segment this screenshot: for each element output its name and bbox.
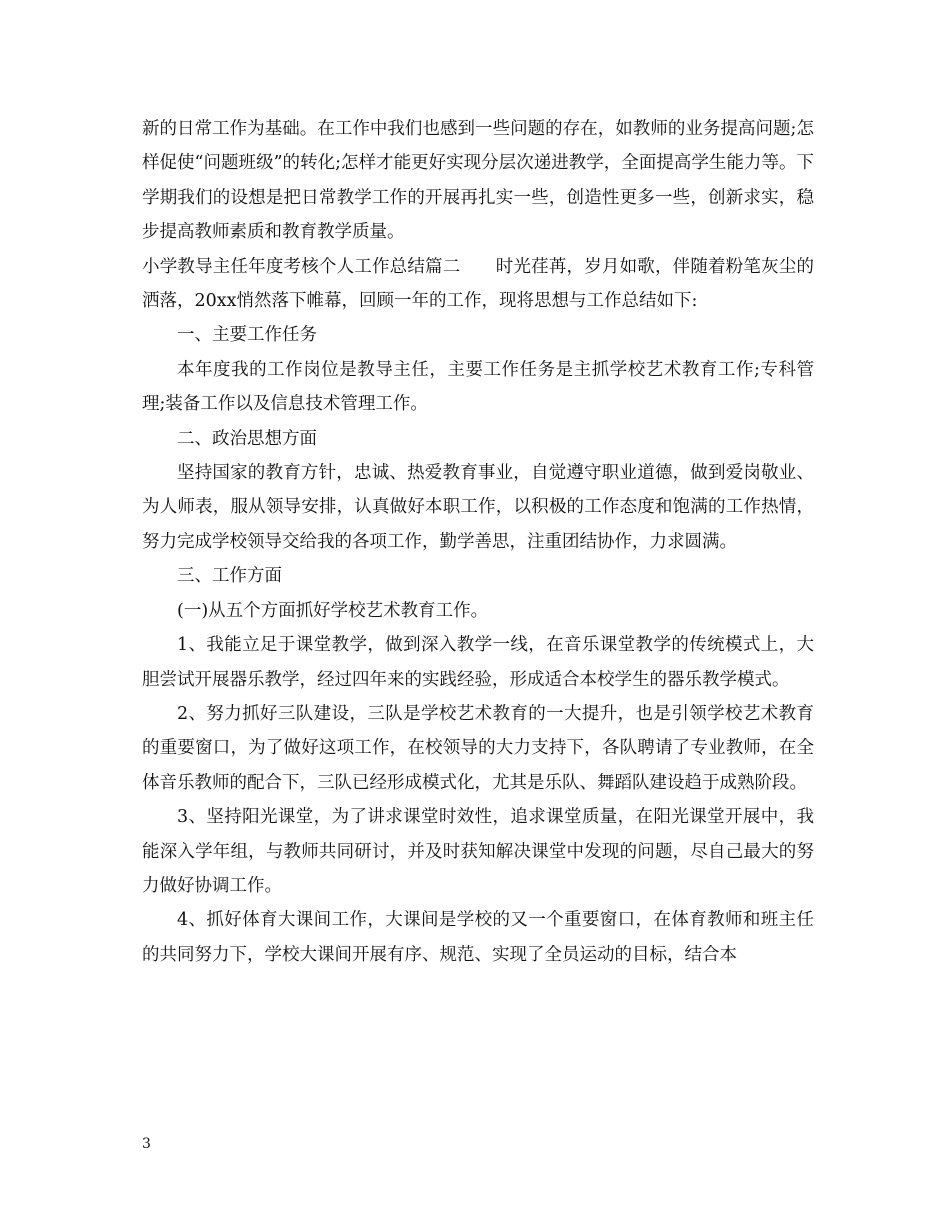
paragraph-section-title: 小学教导主任年度考核个人工作总结篇二 时光荏苒，岁月如歌，伴随着粉笔灰尘的洒落，20xx悄然落下帷幕，回顾一年的工作，现将思想与工作总结如下: — [142, 256, 814, 312]
heading-work-aspects: 三、工作方面 — [177, 566, 282, 587]
heading-main-tasks: 一、主要工作任务 — [177, 325, 317, 346]
paragraph-item-1: 1、我能立足于课堂教学，做到深入教学一线，在音乐课堂教学的传统模式上，大胆尝试开展器乐教学，经过四年来的实践经验，形成适合本校学生的器乐教学模式。 — [142, 635, 814, 690]
page-number: 3 — [142, 1136, 151, 1152]
paragraph-continuation: 新的日常工作为基础。在工作中我们也感到一些问题的存在，如教师的业务提高问题;怎样促使“问题班级”的转化;怎样才能更好实现分层次递进教学，全面提高学生能力等。下学期我们的设想是把日常教学工作的开展再扎实一些，创造性更多一些，创新求实，稳步提高教师素质和教育教学质量。 — [142, 119, 814, 243]
paragraph-main-tasks: 本年度我的工作岗位是教导主任，主要工作任务是主抓学校艺术教育工作;专科管理;装备工作以及信息技术管理工作。 — [142, 359, 814, 415]
paragraph-item-4: 4、抓好体育大课间工作，大课间是学校的又一个重要窗口，在体育教师和班主任的共同努力下，学校大课间开展有序、规范、实现了全员运动的目标，结合本 — [142, 910, 814, 965]
paragraph-item-2: 2、努力抓好三队建设，三队是学校艺术教育的一大提升，也是引领学校艺术教育的重要窗口，为了做好这项工作，在校领导的大力支持下，各队聘请了专业教师，在全体音乐教师的配合下，三队已经形成模式化，尤其是乐队、舞蹈队建设趋于成熟阶段。 — [142, 703, 814, 793]
heading-political-thought: 二、政治思想方面 — [177, 428, 317, 449]
document-body — [142, 112, 814, 972]
paragraph-political-thought: 坚持国家的教育方针，忠诚、热爱教育事业，自觉遵守职业道德，做到爱岗敬业、为人师表，服从领导安排，认真做好本职工作，以积极的工作态度和饱满的工作热情，努力完成学校领导交给我的各项工作，勤学善思，注重团结协作，力求圆满。 — [142, 463, 814, 552]
paragraph-item-3: 3、坚持阳光课堂，为了讲求课堂时效性，追求课堂质量，在阳光课堂开展中，我能深入学年组，与教师共同研讨，并及时获知解决课堂中发现的问题，尽自己最大的努力做好协调工作。 — [142, 807, 814, 896]
subheading-art-education: (一)从五个方面抓好学校艺术教育工作。 — [177, 600, 489, 621]
